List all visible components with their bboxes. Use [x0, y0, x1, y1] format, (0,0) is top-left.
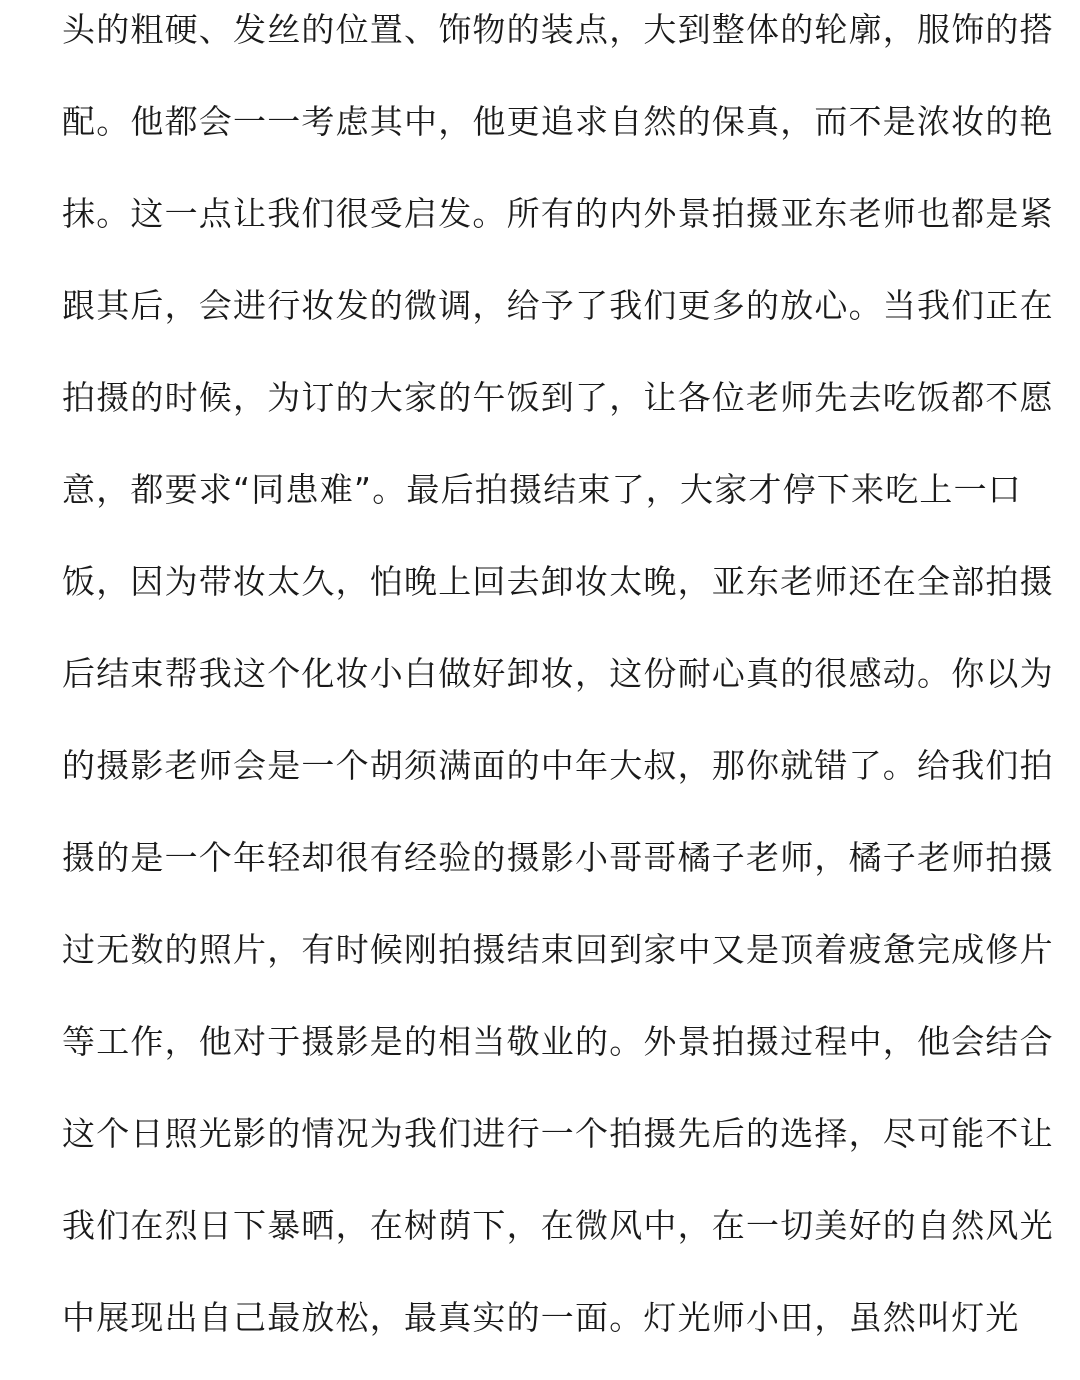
text-line: 抹。这一点让我们很受启发。所有的内外景拍摄亚东老师也都是紧: [62, 194, 1054, 233]
article-body: [62, 0, 1054, 1380]
text-line: 后结束帮我这个化妆小白做好卸妆，这份耐心真的很感动。你以为: [62, 654, 1054, 693]
text-line: 中展现出自己最放松，最真实的一面。灯光师小田，虽然叫灯光: [62, 1298, 1020, 1337]
text-line: 我们在烈日下暴晒，在树荫下，在微风中，在一切美好的自然风光: [62, 1206, 1054, 1245]
text-line: 饭，因为带妆太久，怕晚上回去卸妆太晚，亚东老师还在全部拍摄: [62, 562, 1054, 601]
text-line: 等工作，他对于摄影是的相当敬业的。外景拍摄过程中，他会结合: [62, 1022, 1054, 1061]
text-line: 头的粗硬、发丝的位置、饰物的装点，大到整体的轮廓，服饰的搭: [62, 10, 1054, 49]
text-line: 摄的是一个年轻却很有经验的摄影小哥哥橘子老师，橘子老师拍摄: [62, 838, 1054, 877]
text-line: 过无数的照片，有时候刚拍摄结束回到家中又是顶着疲惫完成修片: [62, 930, 1054, 969]
text-line: 意，都要求“同患难”。最后拍摄结束了，大家才停下来吃上一口: [62, 470, 1022, 509]
text-line: 这个日照光影的情况为我们进行一个拍摄先后的选择，尽可能不让: [62, 1114, 1054, 1153]
text-line: 跟其后，会进行妆发的微调，给予了我们更多的放心。当我们正在: [62, 286, 1054, 325]
text-line: 拍摄的时候，为订的大家的午饭到了，让各位老师先去吃饭都不愿: [62, 378, 1054, 417]
text-line: 的摄影老师会是一个胡须满面的中年大叔，那你就错了。给我们拍: [62, 746, 1054, 785]
text-line: 配。他都会一一考虑其中，他更追求自然的保真，而不是浓妆的艳: [62, 102, 1054, 141]
